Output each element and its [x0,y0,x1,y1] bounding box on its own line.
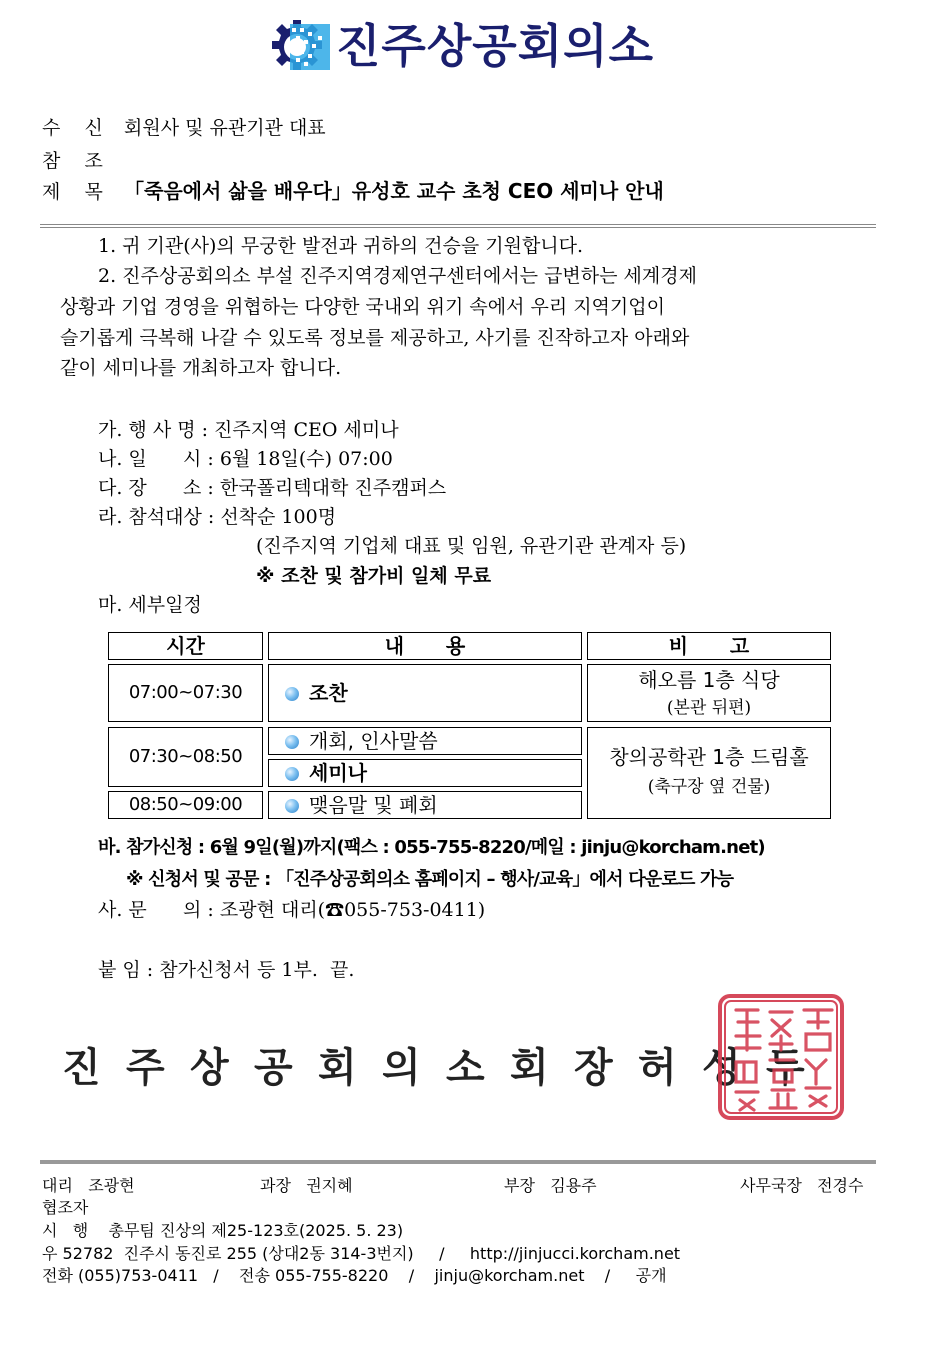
paragraph-2-line-1: 2. 진주상공회의소 부설 진주지역경제연구센터에서는 급변하는 세계경제 [98,265,697,287]
schedule-label: 마. 세부일정 [98,594,202,616]
schedule-row-2-item: 개회, 인사말씀 [268,727,582,755]
subject-value: 「죽음에서 삶을 배우다」유성호 교수 초청 CEO 세미나 안내 [124,179,664,203]
schedule-row-2-time: 07:30~08:50 [108,727,263,787]
footer-divider [40,1160,876,1164]
schedule-row-1-note: 해오름 1층 식당 (본관 뒤편) [587,664,831,722]
bullet-icon [285,767,299,781]
reference-label: 참 조 [42,150,103,172]
address-line: 우 52782 진주시 동진로 255 (상대2동 314-3번지) / http://jinjucci.korcham.net [42,1244,681,1263]
schedule-row-3-time: 08:50~09:00 [108,791,263,819]
bullet-icon [285,735,299,749]
cooperator-label: 협조자 [42,1198,89,1217]
document-number: 시 행 총무팀 진상의 제25-123호(2025. 5. 23) [42,1221,404,1240]
staff-3: 부장 김용주 [504,1176,597,1195]
staff-1: 대리 조광현 [42,1176,135,1195]
paragraph-1: 1. 귀 기관(사)의 무궁한 발전과 귀하의 건승을 기원합니다. [98,235,584,257]
official-seal-icon [714,990,848,1124]
schedule-row-3-item: 맺음말 및 폐회 [268,791,582,819]
paragraph-2-line-4: 같이 세미나를 개최하고자 합니다. [60,357,342,379]
detail-event: 가. 행 사 명 : 진주지역 CEO 세미나 [98,419,399,441]
apply-note: ※ 신청서 및 공문 : 「진주상공회의소 홈페이지 – 행사/교육」에서 다운로드 가능 [126,869,734,890]
detail-target: 라. 참석대상 : 선착순 100명 [98,506,337,528]
schedule-header-note: 비 고 [587,632,831,660]
logo-text: 진주상공회의소 [336,19,655,73]
bullet-icon [285,687,299,701]
schedule-row-2-note: 창의공학관 1층 드림홀 (축구장 옆 건물) [587,727,831,819]
subject-line [42,179,664,204]
inquiry-line: 사. 문 의 : 조광현 대리(☎055-753-0411) [98,899,486,921]
staff-2: 과장 권지혜 [260,1176,353,1195]
signer-name: 진 주 상 공 회 의 소 회 장 허 성 두 [62,1045,805,1091]
free-note: ※ 조찬 및 참가비 일체 무료 [256,565,492,587]
recipient-value: 회원사 및 유관기관 대표 [124,117,326,139]
reference-line [42,149,124,173]
schedule-header-content: 내 용 [268,632,582,660]
paragraph-2-line-3: 슬기롭게 극복해 나갈 수 있도록 정보를 제공하고, 사기를 진작하고자 아래와 [60,327,690,349]
schedule-row-1-item: 조찬 [268,664,582,722]
attachment-line: 붙 임 : 참가신청서 등 1부. 끝. [98,959,355,981]
staff-4: 사무국장 전경수 [740,1176,864,1195]
apply-line: 바. 참가신청 : 6월 9일(월)까지(팩스 : 055-755-8220/메일 : jinju@korcham.net) [98,837,765,858]
recipient-label: 수 신 [42,117,103,139]
header-divider-top [40,224,876,225]
paragraph-2-line-2: 상황과 기업 경영을 위협하는 다양한 국내외 위기 속에서 우리 지역기업이 [60,296,665,318]
detail-target-note: (진주지역 기업체 대표 및 임원, 유관기관 관계자 등) [256,535,687,557]
schedule-row-1-time: 07:00~07:30 [108,664,263,722]
contact-line: 전화 (055)753-0411 / 전송 055-755-8220 / jinju@korcham.net / 공개 [42,1266,667,1285]
schedule-row-2-item-2: 세미나 [268,759,582,787]
gear-logo-icon [262,16,332,78]
recipient-line [42,116,326,140]
detail-place: 다. 장 소 : 한국폴리텍대학 진주캠퍼스 [98,477,447,499]
bullet-icon [285,799,299,813]
subject-label: 제 목 [42,181,103,203]
schedule-header-time: 시간 [108,632,263,660]
header-divider-bottom [40,227,876,228]
detail-date: 나. 일 시 : 6월 18일(수) 07:00 [98,448,393,470]
